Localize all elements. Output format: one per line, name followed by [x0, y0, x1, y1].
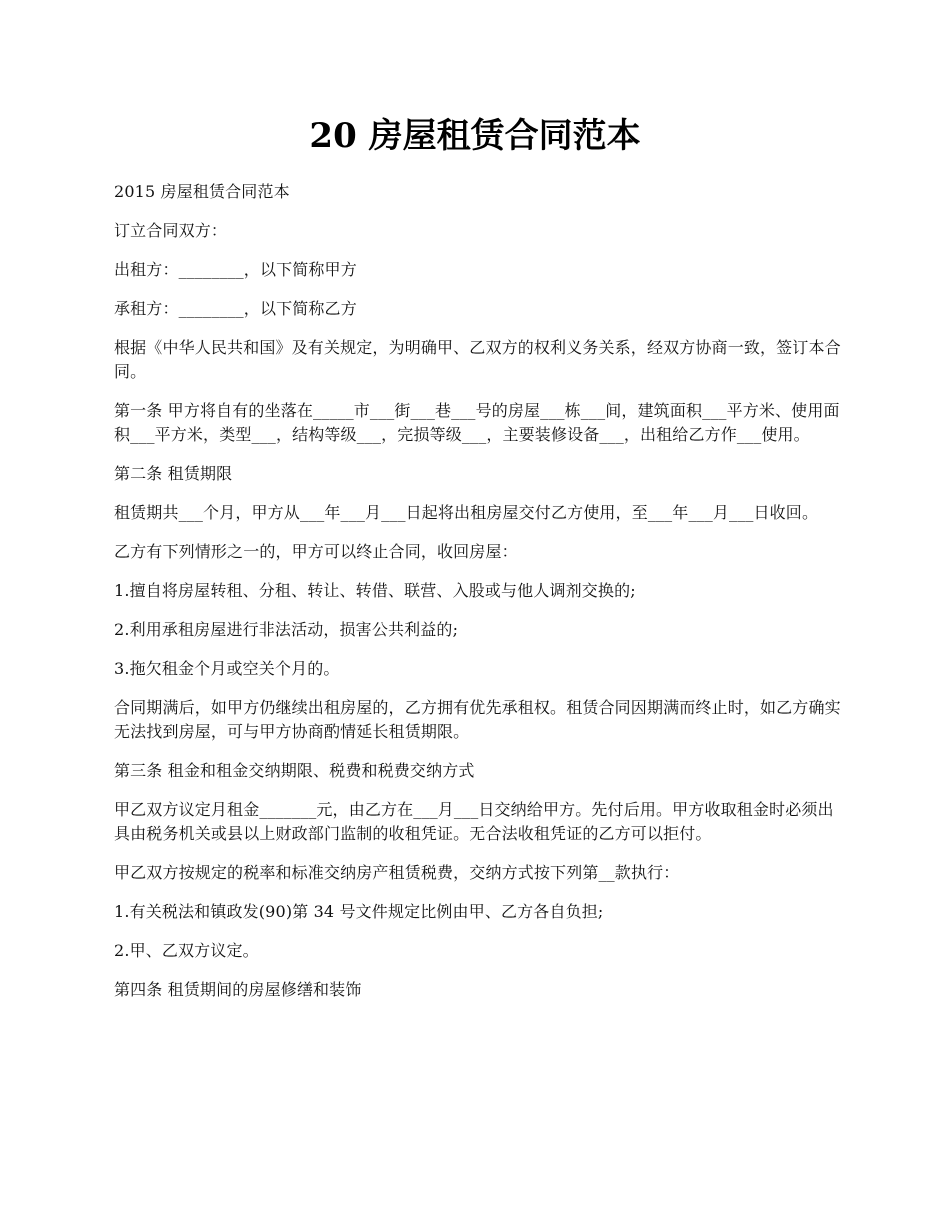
termination-intro: 乙方有下列情形之一的，甲方可以终止合同，收回房屋： [114, 542, 518, 561]
preamble-paragraph: 根据《中华人民共和国》及有关规定，为明确甲、乙双方的权利义务关系，经双方协商一致，签订本合同。 [114, 338, 841, 381]
termination-item-3: 3.拖欠租金个月或空关个月的。 [114, 659, 340, 678]
lessor-line: 出租方：________，以下简称甲方 [114, 260, 357, 279]
tax-item-2: 2.甲、乙双方议定。 [114, 941, 259, 960]
article-4-heading: 第四条 租赁期间的房屋修缮和装饰 [114, 980, 362, 999]
lessee-line: 承租方：________，以下简称乙方 [114, 299, 357, 318]
tax-item-1: 1.有关税法和镇政发(90)第 34 号文件规定比例由甲、乙方各自负担; [114, 902, 604, 921]
document-title: 20 房屋租赁合同范本 [309, 116, 641, 156]
subtitle-paragraph: 2015 房屋租赁合同范本 [114, 182, 290, 201]
article-1-paragraph: 第一条 甲方将自有的坐落在_____市___街___巷___号的房屋___栋___间，建筑面积___平方米、使用面积___平方米，类型___，结构等级___，完损等级___，主要装修设备___，出租给乙方作___使用。 [114, 401, 840, 444]
parties-heading: 订立合同双方： [114, 221, 228, 240]
renewal-paragraph: 合同期满后，如甲方仍继续出租房屋的，乙方拥有优先承租权。租赁合同因期满而终止时，如乙方确实无法找到房屋，可与甲方协商酌情延长租赁期限。 [114, 698, 841, 741]
termination-item-2: 2.利用承租房屋进行非法活动，损害公共利益的; [114, 620, 459, 639]
document-body [114, 180, 842, 1017]
tax-paragraph: 甲乙双方按规定的税率和标准交纳房产租赁税费，交纳方式按下列第__款执行： [114, 863, 680, 882]
termination-item-1: 1.擅自将房屋转租、分租、转让、转借、联营、入股或与他人调剂交换的; [114, 581, 636, 600]
lease-term-paragraph: 租赁期共___个月，甲方从___年___月___日起将出租房屋交付乙方使用，至___年___月___日收回。 [114, 503, 819, 522]
article-2-heading: 第二条 租赁期限 [114, 464, 233, 483]
rent-paragraph: 甲乙双方议定月租金_______元，由乙方在___月___日交纳给甲方。先付后用。甲方收取租金时必须出具由税务机关或县以上财政部门监制的收租凭证。无合法收租凭证的乙方可以拒付。 [114, 800, 834, 843]
article-3-heading: 第三条 租金和租金交纳期限、税费和税费交纳方式 [114, 761, 475, 780]
